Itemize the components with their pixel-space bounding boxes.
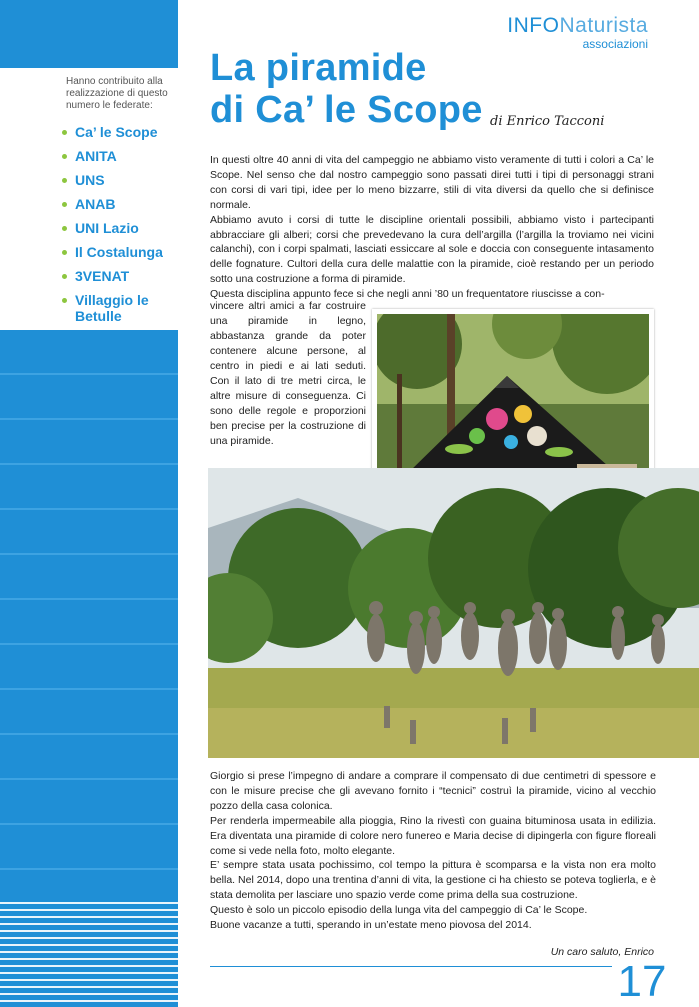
paragraph: Abbiamo avuto i corsi di tutte le discipline orientali possibili, abbiamo visto i partecipanti abbracciare gli alberi; corsi che prevedevano la cura dell’argilla (l’argilla la troviamo nei vicini calanchi), con i corpi spalmati, lasciati essiccare al sole e doccia con conseguente intasamento delle fognature. Cultori della cura delle malattie con la piramide, cioè restando per un periodo sotto una costruzione a forma di piramide.	[210, 213, 654, 286]
paragraph: In questi oltre 40 anni di vita del campeggio ne abbiamo visto veramente di tutti i colori a Ca’ le Scope. Nel senso che dal nostro campeggio sono passati direi tutti i tipi di personaggi strani con corsi di vari tipi, idee per lo meno bizzarre, stili di vita diversi da quello che si definisce normale.	[210, 154, 654, 211]
article-narrow-column	[210, 299, 366, 449]
contributors-note: Hanno contribuito alla realizzazione di questo numero le federate:	[66, 76, 168, 111]
list-item: Villaggio le Betulle	[62, 292, 175, 324]
camp-group-photo	[208, 468, 699, 758]
section-label: associazioni	[582, 37, 648, 51]
footer-rule	[210, 966, 612, 967]
list-item: ANAB	[62, 196, 175, 212]
list-item: UNI Lazio	[62, 220, 175, 236]
list-item: ANITA	[62, 148, 175, 164]
sidebar-top-band	[0, 0, 178, 68]
article-byline: di Enrico Tacconi	[490, 114, 605, 129]
list-item: Il Costalunga	[62, 244, 175, 260]
list-item: 3VENAT	[62, 268, 175, 284]
bullet-icon	[62, 298, 67, 303]
brand-naturista: Naturista	[559, 14, 648, 37]
bullet-icon	[62, 130, 67, 135]
paragraph: Questo è solo un piccolo episodio della lunga vita del campeggio di Ca’ le Scope.	[210, 904, 588, 917]
camp-group-photo-image	[208, 468, 699, 758]
magazine-brand	[507, 14, 648, 50]
article-closing	[210, 769, 656, 933]
bullet-icon	[62, 202, 67, 207]
list-item: UNS	[62, 172, 175, 188]
paragraph: Buone vacanze a tutti, sperando in un’estate meno piovosa del 2014.	[210, 919, 532, 932]
bullet-icon	[62, 178, 67, 183]
paragraph: Per renderla impermeabile alla pioggia, Rino la rivestì con guaina bituminosa usata in edilizia. Era diventata una piramide di colore nero funereo e Maria decise di dipingerla con figure floreali come si vede nella foto, molto elegante.	[210, 814, 656, 857]
bullet-icon	[62, 250, 67, 255]
brand-info: INFO	[507, 14, 560, 37]
signature: Un caro saluto, Enrico	[550, 946, 654, 958]
paragraph: vincere altri amici a far costruire una piramide in legno, abbastanza grande da poter contenere alcune persone, al centro in piedi e ai lati seduti. Con il lato di tre metri circa, le altre misure di conseguenza. Ci sono delle regole e proporzioni ben precise per la costruzione di una piramide.	[210, 300, 366, 447]
paragraph: Giorgio si prese l’impegno di andare a comprare il compensato di due centimetri di spessore e con le misure precise che gli avevano fornito i “tecnici” costruì la piramide, vicino al vecchio pozzo della casa colonica.	[210, 770, 656, 812]
bullet-icon	[62, 154, 67, 159]
article-intro	[210, 153, 654, 302]
paragraph: Questa disciplina appunto fece si che negli anni ’80 un frequentatore riuscisse a con-	[210, 288, 605, 301]
federations-list	[62, 124, 175, 332]
paragraph: E’ sempre stata usata pochissimo, col tempo la pittura è scomparsa e la vista non era molto bella. Nel 2014, dopo una trentina d’anni di vita, la gestione ci ha chiesto se poteva toglierla, e è stata demolita per lasciare uno spazio verde come prima della sua costruzione.	[210, 859, 656, 902]
bullet-icon	[62, 226, 67, 231]
article-title: La piramide di Ca’ le Scope	[210, 47, 483, 131]
list-item: Ca’ le Scope	[62, 124, 175, 140]
page-number: 17	[617, 957, 667, 1006]
sidebar-striped-panel	[0, 330, 178, 1007]
bullet-icon	[62, 274, 67, 279]
